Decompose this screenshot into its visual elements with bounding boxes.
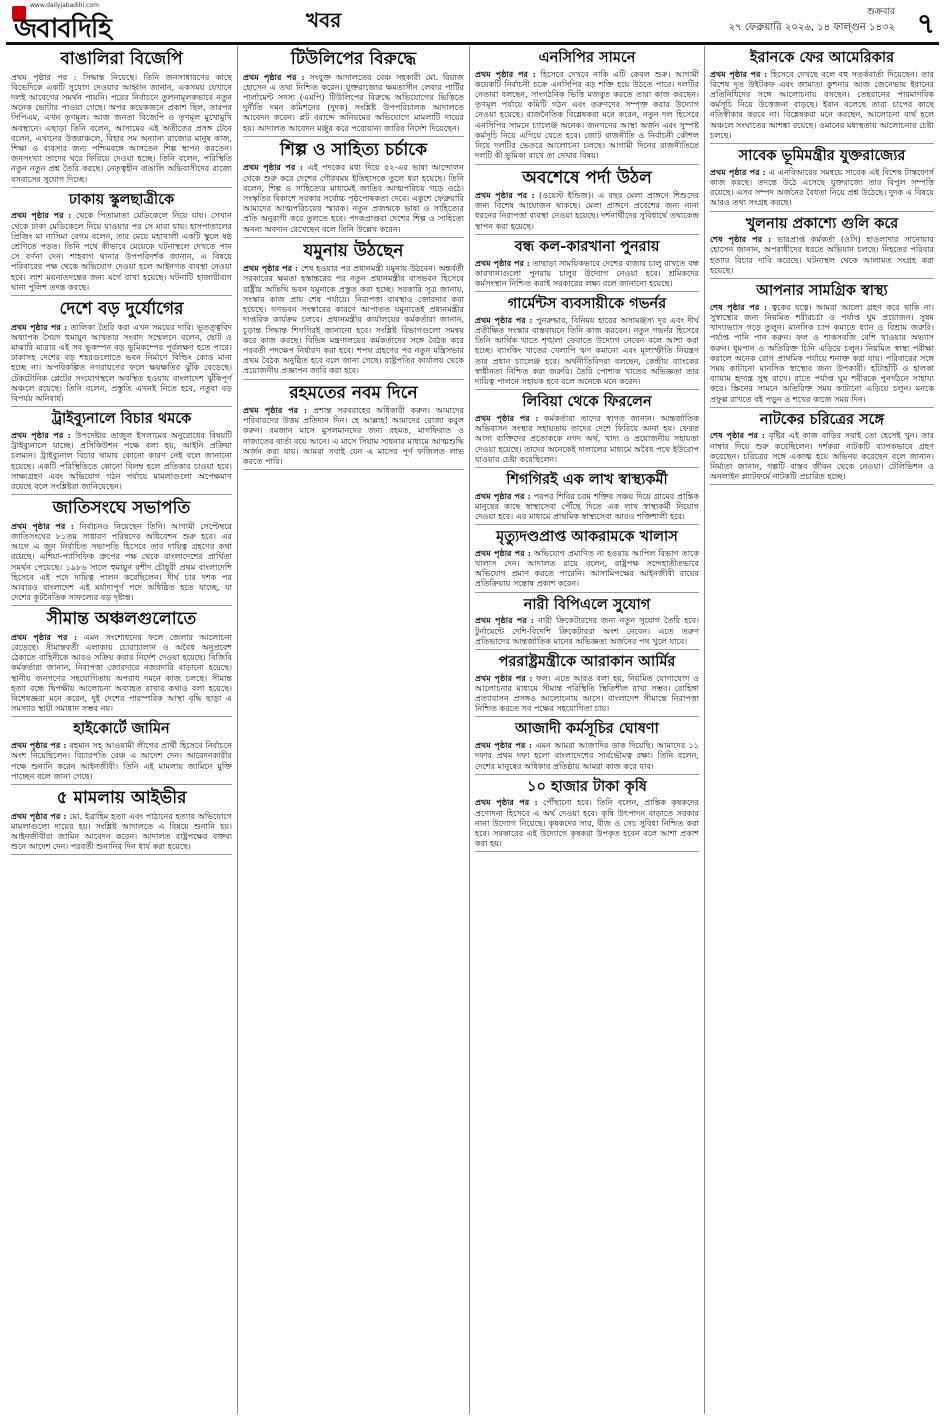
- story-dateline: প্রথম পৃষ্ঠার পর :: [710, 68, 771, 79]
- news-story: [11, 606, 232, 717]
- masthead: [6, 0, 939, 45]
- story-body: [243, 405, 464, 466]
- story-dateline: প্রথম পৃষ্ঠার পর :: [475, 672, 537, 683]
- logo[interactable]: [12, 2, 212, 44]
- story-dateline: প্রথম পৃষ্ঠার পর :: [475, 68, 541, 79]
- story-text: (ওয়েস্ট ইন্ডিজ)। এ বছর মেলা প্রাঙ্গণে শিশুদের জন্য বিশেষ আয়োজন থাকছে। মেলা প্রাঙ্গণে প্রবেশের জন্য নানা ধরনের নিরাপত্তা ব্যবস্থা নেওয়া হয়েছে। দর্শনার্থীদের সুবিধার্থে তথ্যকেন্দ্র স্থাপন করা হয়েছে।: [475, 190, 699, 231]
- story-headline[interactable]: ইরানকে ফের আমেরিকার: [749, 49, 895, 66]
- story-body: [475, 258, 699, 289]
- story-text: এই পদকের মধ্য দিয়ে ৫২-এর ভাষা আন্দোলন থেকে শুরু করে দেশের গৌরবময় ইতিহাসকে তুলে ধরা হয়েছে। তিনি বলেন, শিল্প ও সাহিত্যের মাধ্যমেই জাতির আত্মপরিচয় গড়ে ওঠে। সংস্কৃতির বিকাশে সরকার সর্বোচ্চ পৃষ্ঠপোষকতা দেবে। একুশে ফেব্রুয়ারি আমাদের আত্মপরিচয়ের স্মারক। নতুন প্রজন্মকে ভাষা ও সাহিত্যের প্রতি অনুরাগী করে তুলতে হবে। পদকপ্রাপ্তরা দেশের শিল্প ও সাহিত্যে অনন্য অবদান রেখেছেন বলে তিনি উল্লেখ করেন।: [243, 162, 464, 234]
- story-dateline: প্রথম পৃষ্ঠার পর :: [11, 631, 84, 642]
- story-body: [11, 740, 232, 781]
- story-headline[interactable]: খুলনায় প্রকাশ্যে গুলি করে: [745, 214, 899, 232]
- news-story: [243, 238, 464, 380]
- story-dateline: প্রথম পৃষ্ঠার পর :: [710, 166, 769, 177]
- story-headline[interactable]: দেশে বড় দুর্যোগের: [59, 299, 184, 320]
- news-story: [710, 408, 934, 486]
- story-headline[interactable]: এনসিপির সামনে: [538, 49, 636, 66]
- story-text: ভারপ্রাপ্ত কর্মকর্তা (ওসি) হাওলাদার সানোয়ার হোসেন জানান, অপরাধীদের ধরতে অভিযান চলছে। নিহতের পরিবার হত্যার বিচার দাবি করেছে। ঘটনাস্থল থেকে আলামত সংগ্রহ করা হয়েছে।: [710, 234, 935, 275]
- story-dateline: শেষ পৃষ্ঠার পর :: [710, 301, 772, 312]
- news-story: [710, 212, 934, 279]
- news-story: [475, 165, 699, 235]
- story-text: পুনরুদ্ধার, বিনিময় হারের অসামঞ্জস্য দূর এবং দীর্ঘ প্রতীক্ষিত সংস্কার বাস্তবায়নে তিনি কাজ করবেন। নতুন গভর্নর হিসেবে তিনি আর্থিক খাতে শৃঙ্খলা ফেরাতে উদ্যোগ নেবেন বলে আশা করা হচ্ছে। ব্যাংকিং খাতের খেলাপি ঋণ কমানো এবং মূল্যস্ফীতি নিয়ন্ত্রণ তার প্রধান চ্যালেঞ্জ হবে। অর্থনীতিবিদরা বলছেন, কেন্দ্রীয় ব্যাংকের স্বাধীনতা নিশ্চিত করা জরুরি। তৈরি পোশাক খাতের অভিজ্ঞতা তার দায়িত্ব পালনে সহায়ক হবে বলে অনেকে মনে করেন।: [475, 314, 699, 387]
- story-dateline: প্রথম পৃষ্ঠার পর :: [11, 429, 76, 440]
- story-dateline: প্রথম পৃষ্ঠার পর :: [475, 740, 536, 751]
- news-story: [475, 525, 699, 592]
- story-text: এমন সংশোধনের ফলে জেলার আলোচনা বেড়েছে। সীমান্তবর্তী এলাকায় চোরাচালান ও অবৈধ অনুপ্রবেশ ঠেকাতে বাহিনীকে আরও সক্রিয় করার নির্দেশ দেওয়া হয়েছে। বিজিবি কর্মকর্তারা জানান, নিরাপত্তা জোরদারে নজরদারি বাড়ানো হয়েছে। স্থানীয় জনগণের সহযোগিতায় অপরাধ দমনে কাজ চলছে। সীমান্ত হত্যা বন্ধে দ্বিপক্ষীয় আলোচনা অব্যাহত রাখার কথাও বলা হয়েছে। বিশেষজ্ঞরা মনে করেন, দুই দেশের পারস্পরিক আস্থা বৃদ্ধি ছাড়া এ সমস্যার স্থায়ী সমাধান সম্ভব নয়।: [11, 631, 232, 714]
- column-3: [470, 46, 705, 1414]
- story-headline[interactable]: শিল্প ও সাহিত্য চর্চাকে: [280, 139, 427, 160]
- story-text: পরপর শিবির চরম শক্তির সঞ্চয় দিয়ে গ্রামের প্রান্তিক মানুষের কাছে স্বাস্থ্যসেবা পৌঁছে দিতে এক লাখ স্বাস্থ্যকর্মী নিয়োগ দেওয়া হবে। এর মাধ্যমে প্রাথমিক স্বাস্থ্যসেবা আরও শক্তিশালী হবে।: [475, 490, 699, 521]
- story-body: [475, 615, 699, 646]
- story-headline[interactable]: ১০ হাজার টাকা কৃষি: [527, 777, 647, 795]
- story-text: এ এনবিআরের সমন্বয়ে সাবেক এই বিশেষ টাস্কফোর্স কাজ করছে। তদন্তে উঠে এসেছে যুক্তরাজ্যে তার বিপুল সম্পত্তি রয়েছে। এসব সম্পদ অর্জনের বৈধতা নিয়ে প্রশ্ন উঠেছে। দুদক এ বিষয়ে আরও তথ্য সংগ্রহ করছে।: [710, 166, 934, 208]
- story-body: [11, 322, 232, 404]
- story-headline[interactable]: আপনার সামগ্রিক স্বাস্থ্য: [756, 282, 888, 300]
- story-text: প্রথম পৃষ্ঠার পর : সিদ্ধান্ত নিয়েছে। তিনি জনসাধারণের কাছে বিভেদিকে একটি সুযোগ দেওয়ার আহ্বান জানান, একসময় যেখানে দলই আবেগের সমর্থন পায়নি। পরের নির্বাচনে তুলনামূলকভাবে নতুন অনেক ভোটার পাওয়া গেছে। অপর কয়েকজনে প্রকাশ ছিল, তারপর সিপিএম, এখন তৃণমূল। আজ জনতা বিজেপি ও তৃণমূল মুখোমুখি অবস্থানে। এছাড়া তিনি বলেন, আসামের এই অতীতের প্রসঙ্গ টেনে বলেন, এখানের উত্তরাঞ্চলে, বিহার সম অন্যান্য রাজ্যের মানুষ কাজ, শিক্ষা ও ব্যবসার জন্য পশ্চিমবঙ্গে আসতেন শিল্প স্থাপন করতেন। জনসংখ্যা তাদের ঘরে ফিরিয়ে দেওয়া হচ্ছে। তিনি বলেন, পরিস্থিতি নতুন নতুন প্রশ্ন তৈরি করছে। নেতৃত্বহীন বাঙালি অভিবাসীদের রাজ্যে বসবাসের সুযোগ দিচ্ছে।: [11, 71, 232, 184]
- story-dateline: শেষ পৃষ্ঠার পর :: [710, 234, 778, 245]
- story-body: [243, 162, 464, 233]
- story-text: বৃষ্টির এই কাজ বাড়ির সবাই তো হেসেই খুন। তার নাম্বার দিয়ে শুরু করেছিলেন। দর্শকরা নাটকটি ব্যাপকভাবে গ্রহণ করেছেন। চরিত্রের সঙ্গে একাত্ম হয়ে অভিনয় করেছেন বলে জানান। নির্মাতা জানান, গল্পটি বাস্তব জীবন থেকে নেওয়া। টেলিভিশন ও অনলাইন প্ল্যাটফর্মে নাটকটি প্রচারিত হচ্ছে।: [710, 430, 934, 482]
- news-story: [243, 46, 464, 137]
- weekday: শুক্রবার: [867, 7, 895, 17]
- story-dateline: প্রথম পৃষ্ঠার পর :: [243, 405, 313, 416]
- story-dateline: প্রথম পৃষ্ঠার পর :: [475, 490, 534, 501]
- story-dateline: প্রথম পৃষ্ঠার পর :: [243, 162, 308, 173]
- story-body: [475, 69, 699, 161]
- column-1: [6, 46, 238, 1414]
- news-story: [475, 650, 699, 717]
- story-body: [475, 491, 699, 522]
- story-body: [11, 521, 232, 603]
- story-headline[interactable]: নাটকের চরিত্রের সঙ্গে: [759, 410, 885, 428]
- story-text: উপদেষ্টার তাজুল ইসলামের অনুরোধের বিষয়টি ট্রাইব্যুনালে যাচ্ছে। প্রসিকিউশন পক্ষে বলা হয়, আইনি প্রক্রিয়া চলমান। ট্রাইব্যুনাল বিচার থামার কোনো কারণ নেই বলে জানানো হয়েছে। একটি পরিস্থিতিতে কোনো বিলম্ব হলে প্রতিকার চাওয়া হবে। সাক্ষ্যগ্রহণ এবং অভিযোগ গঠন পর্যায়ে মামলাগুলো অপেক্ষমাণ রয়েছে বলে সংশ্লিষ্টরা জানিয়েছেন।: [11, 429, 232, 491]
- news-story: [11, 785, 232, 855]
- story-dateline: প্রথম পৃষ্ঠার পর :: [11, 740, 70, 751]
- story-headline[interactable]: সীমান্ত অঞ্চলগুলোতে: [46, 609, 197, 630]
- news-story: [243, 380, 464, 471]
- story-body: [710, 302, 934, 404]
- story-headline[interactable]: বন্ধ কল-কারখানা পুনরায়: [514, 237, 660, 255]
- story-text: ফল। এতে আরও বলা হয়, নিয়মিত যোগাযোগ ও আলোচনার মাধ্যমে সীমান্ত পরিস্থিতি স্থিতিশীল রাখা সম্ভব। রোহিঙ্গা প্রত্যাবাসন প্রসঙ্গও আলোচনায় আসে। বাংলাদেশ সীমান্তে নিরাপত্তা নিশ্চিত করতে সব পক্ষের সহযোগিতা চায়।: [475, 672, 699, 714]
- story-text: নারী ক্রিকেটারদের জন্য নতুন সুযোগ তৈরি হবে। টুর্নামেন্টে দেশি-বিদেশি ক্রিকেটাররা অংশ নেবেন। এতে তরুণ প্রতিভাদের আন্তর্জাতিক মানের অভিজ্ঞতা অর্জনের পথ খুলে যাবে।: [475, 615, 699, 646]
- story-text: হিসেবে দেখবে নাকি এটি কেবল শুরু। আগামী কয়েকটি নির্বাচনী চক্রে এনসিপির বড় শক্তি হয়ে উঠতে পারে। দলটির নেতারা বলছেন, সাংগঠনিক ভিত্তি মজবুত করতে তারা কাজ করছেন। তৃণমূল পর্যায়ে কমিটি গঠন এবং তরুণদের সম্পৃক্ত করার উদ্যোগ নেওয়া হয়েছে। রাজনৈতিক বিশ্লেষকরা মনে করেন, নতুন দল হিসেবে এনসিপির সামনে চ্যালেঞ্জ অনেক। জনগণের আস্থা অর্জন এবং সুস্পষ্ট কর্মসূচি নিয়ে এগিয়ে যেতে হবে। জোট রাজনীতি ও নির্বাচনী কৌশল নিয়ে দলটির ভেতরে আলোচনা চলছে। আগামী দিনের রাজনীতিতে দলটি কী ভূমিকা রাখে তা দেখার বিষয়।: [475, 68, 699, 161]
- news-story: [11, 407, 232, 495]
- story-body: [11, 210, 232, 292]
- story-headline[interactable]: ৫ মামলায় আইভীর: [56, 787, 187, 808]
- story-dateline: প্রথম পৃষ্ঠার পর :: [475, 547, 534, 558]
- story-body: [475, 740, 699, 771]
- story-headline[interactable]: ট্রাইব্যুনালে বিচার থমকে: [51, 410, 192, 428]
- story-text: হিসেবে দেখছে বলে বহু সতর্কবার্তা দিয়েছেন। তার বিশেষ দূত উইটকফ এবং জামাতা কুশনার আজ জেনেভায় ইরানের প্রতিনিধিদের সঙ্গে আলোচনায় বসছেন। তেহরানের পারমাণবিক কর্মসূচি নিয়ে উত্তেজনা বাড়ছে। ইরান বলেছে তারা চাপের কাছে নতিস্বীকার করবে না। বিশ্লেষকরা মনে করছেন, আলোচনা ব্যর্থ হলে অঞ্চলে সংঘাতের আশঙ্কা রয়েছে। ওমানের মধ্যস্থতায় আলোচনার চেষ্টা চলছে।: [710, 68, 934, 140]
- story-headline[interactable]: টিউলিপের বিরুদ্ধে: [290, 49, 417, 69]
- story-body: [710, 167, 934, 208]
- story-text: শেষ হওয়ার পর প্রধানমন্ত্রী যমুনায় উঠবেন। অন্তর্বর্তী সরকারের ক্ষমতা হস্তান্তরের পর নতুন প্রধানমন্ত্রীর বাসভবন হিসেবে রাষ্ট্রীয় অতিথি ভবন যমুনাকে প্রস্তুত করা হচ্ছে। সরকারি সূত্র জানায়, সংস্কার কাজ প্রায় শেষ পর্যায়ে। নিরাপত্তা ব্যবস্থাও জোরদার করা হয়েছে। গণভবন সংস্কারের কারণে আপাতত যমুনাতেই প্রধানমন্ত্রীর দাপ্তরিক কার্যক্রম চলবে। প্রধানমন্ত্রীর কার্যালয়ের কর্মকর্তারা জানান, চূড়ান্ত সিদ্ধান্ত শিগগিরই জানানো হবে। সংশ্লিষ্ট বিভাগগুলো সমন্বয় করে কাজ করছে। বিভিন্ন মন্ত্রণালয়ের কর্মকর্তাদের সঙ্গে বৈঠক করে পরবর্তী পদক্ষেপ নির্ধারণ করা হবে। শপথ গ্রহণের পর নতুন মন্ত্রিসভার প্রথম বৈঠক অনুষ্ঠিত হবে বলে জানা গেছে। রাষ্ট্রপতির কার্যালয় থেকে প্রয়োজনীয় প্রজ্ঞাপন জারি করা হবে।: [243, 263, 464, 376]
- news-story: [710, 46, 934, 144]
- dateline: [729, 4, 895, 36]
- story-dateline: শেষ পৃষ্ঠার পর :: [710, 430, 769, 441]
- section-title: খবর: [306, 8, 342, 32]
- story-headline[interactable]: লিবিয়া থেকে ফিরলেন: [522, 393, 652, 411]
- news-story: [475, 468, 699, 525]
- story-headline[interactable]: গার্মেন্টস ব্যবসায়ীকে গভর্নর: [507, 295, 667, 313]
- story-body: [11, 72, 232, 184]
- news-story: [11, 46, 232, 188]
- story-headline[interactable]: ঢাকায় স্কুলছাত্রীকে: [68, 190, 175, 208]
- story-dateline: প্রথম পৃষ্ঠার পর :: [475, 190, 539, 201]
- story-dateline: প্রথম পৃষ্ঠার পর :: [475, 615, 539, 626]
- story-body: [710, 234, 934, 275]
- story-headline[interactable]: অবশেষে পর্দা উঠল: [522, 167, 652, 188]
- story-body: [475, 797, 699, 848]
- story-text: এমন আমরা আজাদির ডাক দিয়েছি। আমাদের ১১ দফার প্রথম দফা হলো বাংলাদেশের সার্বভৌমত্ব রক্ষা। তিনি বলেন, দেশের মানুষের অধিকার প্রতিষ্ঠায় আমরা কাজ করে যাব।: [475, 740, 699, 771]
- story-body: [475, 315, 699, 386]
- logo-text: জবাবদিহি: [14, 14, 111, 44]
- story-text: নির্বাচনও নিয়েছেন তিনি। আগামী সেপ্টেম্বরে জাতিসংঘের ৮১তম সাধারণ পরিষদের অধিবেশন শুরু হবে। এর আগে এ জুন নির্বাচিত সভাপতি হিসেবে তার দায়িত্ব গ্রহণের কথা রয়েছে। এশিয়া-প্যাসিফিক গ্রুপের পক্ষ থেকে বাংলাদেশের প্রার্থিতা সমর্থন পেয়েছে। ১৯৮৬ সালে হুমায়ুন রশীদ চৌধুরী প্রথম বাংলাদেশি হিসেবে এই পদে দায়িত্ব পালন করেছিলেন। দীর্ঘ চার দশক পর আবারও বাংলাদেশ এই মর্যাদাপূর্ণ পদে অধিষ্ঠিত হতে যাচ্ছে, যা দেশের কূটনৈতিক সাফল্যের বড় দৃষ্টান্ত।: [11, 520, 232, 603]
- story-dateline: প্রথম পৃষ্ঠার পর :: [475, 257, 533, 268]
- story-text: তাছাড়া সাময়িকভাবে দেশের বাজার চালু রাখতে বন্ধ কারখানাগুলো পুনরায় চালুর উদ্যোগ নেওয়া হবে। শ্রমিকদের কর্মসংস্থান নিশ্চিত করাই সরকারের লক্ষ্য বলে জানানো হয়েছে।: [475, 257, 699, 288]
- story-headline[interactable]: মৃত্যুদণ্ডপ্রাপ্ত আকরামকে খালাস: [496, 528, 678, 546]
- story-headline[interactable]: আজাদী কর্মসূচির ঘোষণা: [515, 720, 659, 738]
- story-text: সংযুক্ত আদালতের বেঞ্চ সহকারী মো. রিয়াজ হোসেন এ তথ্য নিশ্চিত করেন। যুক্তরাজ্যের ক্ষমতাসীন লেবার পার্টির পার্লামেন্ট সদস্য (এমপি) টিউলিপের বিরুদ্ধে অভিযোগের ভিত্তিতে দুর্নীতি দমন কমিশনের (দুদক) সংশ্লিষ্ট উপপরিচালক আদালতে আবেদন করেন। প্লট বরাদ্দে অনিয়মের অভিযোগে মামলাটি দায়ের হয়। আদালত আবেদন মঞ্জুর করে পরোয়ানা জারির নির্দেশ দিয়েছেন।: [243, 71, 464, 133]
- news-story: [11, 296, 232, 407]
- story-text: মো. ইব্রাহিম হত্যা এবং পাঠানের হত্যার অভিযোগে মামলাগুলো দায়ের হয়। সংশ্লিষ্ট আদালতে এ বিষয়ে শুনানি হয়। আইনজীবীরা জামিন আবেদন করেন। আদালত রাষ্ট্রপক্ষের বক্তব্য শুনে আদেশ দেন। পরবর্তী শুনানির দিন ধার্য করা হয়েছে।: [11, 810, 232, 852]
- story-dateline: প্রথম পৃষ্ঠার পর :: [11, 321, 71, 332]
- story-text: প্রশান্ত সরবরাহের অধিকারী করুন। আমাদের পরিবারদের উত্তম প্রতিদান দিন। হে আল্লাহ! আমাদের রোজা কবুল করুন। রমজান মাসে মুসলমানদের জন্য রহমত, মাগফিরাত ও নাজাতের বার্তা বয়ে আনে। এ মাসে সিয়াম সাধনার মাধ্যমে আত্মশুদ্ধি অর্জন করা যায়। আমরা সবাই যেন এ মাসের পূর্ণ ফজিলত লাভ করতে পারি।: [243, 405, 464, 467]
- news-story: [475, 717, 699, 774]
- story-headline[interactable]: পররাষ্ট্রমন্ত্রীকে আরাকান আর্মির: [498, 652, 676, 670]
- story-headline[interactable]: বাঙালিরা বিজেপি: [60, 49, 183, 69]
- news-story: [710, 279, 934, 408]
- story-body: [11, 632, 232, 714]
- story-headline[interactable]: সাবেক ভূমিমন্ত্রীর যুক্তরাজ্যের: [738, 147, 906, 165]
- news-story: [475, 235, 699, 292]
- column-2: [238, 46, 470, 1414]
- story-text: পৌঁছানো হবে। তিনি বলেন, প্রান্তিক কৃষকদের প্রণোদনা হিসেবে এ অর্থ দেওয়া হবে। কৃষি উৎপাদন বাড়াতে সরকার নানা উদ্যোগ নিয়েছে। কৃষকদের সার, বীজ ও সেচ সুবিধা নিশ্চিত করা হবে। সরকারের এই উদ্যোগে কৃষকরা উপকৃত হবেন বলে আশা প্রকাশ করা হয়।: [475, 797, 699, 849]
- story-headline[interactable]: জাতিসংঘে সভাপতি: [52, 498, 191, 519]
- story-dateline: প্রথম পৃষ্ঠার পর :: [11, 810, 70, 821]
- news-story: [475, 775, 699, 853]
- news-story: [243, 137, 464, 238]
- story-headline[interactable]: নারী বিপিএলে সুযোগ: [523, 595, 651, 613]
- news-story: [11, 717, 232, 784]
- story-body: [243, 263, 464, 375]
- column-4: [705, 46, 939, 1414]
- story-headline[interactable]: যমুনায় উঠছেন: [303, 240, 404, 261]
- story-body: [710, 430, 934, 481]
- date: ২৭ ফেব্রুয়ারি ২০২৬, ১৪ ফাল্গুন ১৪৩২: [728, 22, 895, 33]
- logo-url: www.dailyjabadihi.com: [30, 2, 99, 9]
- story-headline[interactable]: হাইকোর্টে জামিন: [73, 720, 170, 738]
- story-dateline: প্রথম পৃষ্ঠার পর :: [11, 210, 76, 221]
- page-number: ৭: [916, 7, 935, 40]
- story-body: [475, 548, 699, 589]
- story-text: থেকে পিতামাতা মেডিকেলে নিয়ে যায়। সেখান থেকে ঢাকা মেডিকেলে নিয়ে যাওয়ার পর সে মারা যায়। হাসপাতালের প্রিজিং মা নাসিমা বেগম বলেন, তার মেয়ে মহাখালী একটি স্কুলে ষষ্ঠ শ্রেণিতে পড়ত। তিনি পথে কীভাবে মেয়েকে ঘটনাস্থলে দেখতে পান সে বর্ণনা দেন। শাহবাগ থানার উপপরিদর্শক জানান, এ বিষয়ে পরিবারের পক্ষ থেকে অভিযোগ দেওয়া হলে আইনগত ব্যবস্থা নেওয়া হবে। লাশ ময়নাতদন্তের জন্য মর্গে রাখা হয়েছে। ঘটনাটি হাজারীবাগ থানা পুলিশ তদন্ত করছে।: [11, 210, 232, 292]
- news-story: [475, 390, 699, 468]
- story-headline[interactable]: শিগগিরই এক লাখ স্বাস্থ্যকর্মী: [506, 470, 668, 488]
- story-dateline: প্রথম পৃষ্ঠার পর :: [475, 314, 537, 325]
- story-dateline: প্রথম পৃষ্ঠার পর :: [243, 263, 301, 274]
- story-text: ত্বকের যত্নে। আমরা আলো গ্রহণ করে থাকি না। সুস্বাস্থ্যের জন্য নিয়মিত শরীরচর্চা ও পর্যাপ্ত ঘুম প্রয়োজন। সুষম খাদ্যাভ্যাস গড়ে তুলুন। মানসিক চাপ কমাতে ধ্যান ও বিশ্রাম জরুরি। পর্যাপ্ত পানি পান করুন। ফল ও শাকসবজি বেশি খাওয়ার অভ্যাস করুন। ধূমপান ও অতিরিক্ত চিনি এড়িয়ে চলুন। নিয়মিত স্বাস্থ্য পরীক্ষা করালে অনেক রোগ প্রাথমিক পর্যায়ে শনাক্ত করা যায়। পরিবারের সঙ্গে সময় কাটানো মানসিক স্বাস্থ্যের জন্য উপকারী। হাঁটাহাঁটি ও হালকা ব্যায়াম হৃদ্যন্ত্র সুস্থ রাখে। রাতে পর্যাপ্ত ঘুম শরীরকে পুনর্গঠনে সাহায্য করে। স্ক্রিনের সামনে অতিরিক্ত সময় কাটানো এড়িয়ে চলুন। মনকে প্রফুল্ল রাখতে বই পড়ুন ও শখের কাজে সময় দিন।: [710, 301, 934, 404]
- news-story: [11, 188, 232, 296]
- story-text: তালিকা তৈরি করা এখন সময়ের দাবি। ভূতত্ত্ববিদ অধ্যাপক সৈয়দ হুমায়ুন আখতার সংবাদ সম্মেলনে বলেন, ছোট ও মাঝারি মাত্রার এই সব ভূকম্পন বড় ভূমিকম্পের পূর্বলক্ষণ হতে পারে। ঢাকাসহ দেশের বড় শহরগুলোতে ভবন নির্মাণে বিল্ডিং কোড মানা হচ্ছে না। অপরিকল্পিত নগরায়ণের ফলে ক্ষয়ক্ষতির ঝুঁকি বেড়েছে। টেকটোনিক প্লেটের সংযোগস্থলে অবস্থিত হওয়ায় বাংলাদেশ ঝুঁকিপূর্ণ অঞ্চলে রয়েছে। তিনি বলেন, প্রস্তুতি এখনই নিতে হবে, নতুবা বড় বিপর্যয় অনিবার্য।: [11, 321, 232, 404]
- story-body: [710, 69, 934, 140]
- story-text: রহমান সহ আওয়ামী লীগের প্রার্থী হিসেবে নির্বাচনে অংশ নিয়েছিলেন। বিচারপতি বেঞ্চ এ আদেশ দেন। আবেদনকারীর পক্ষে শুনানি করেন আইনজীবী। তিনি এই মামলায় জামিনে মুক্তি পাচ্ছেন বলে জানা গেছে।: [11, 740, 232, 781]
- story-dateline: প্রথম পৃষ্ঠার পর :: [475, 412, 545, 423]
- news-story: [475, 46, 699, 165]
- story-body: [475, 413, 699, 464]
- story-dateline: প্রথম পৃষ্ঠার পর :: [475, 797, 543, 808]
- news-story: [11, 495, 232, 606]
- story-dateline: প্রথম পৃষ্ঠার পর :: [11, 520, 80, 531]
- story-body: [243, 72, 464, 133]
- news-story: [710, 144, 934, 211]
- news-story: [475, 292, 699, 390]
- story-body: [11, 430, 232, 491]
- news-story: [475, 593, 699, 650]
- story-dateline: প্রথম পৃষ্ঠার পর :: [243, 71, 310, 82]
- story-body: [475, 190, 699, 231]
- story-text: অভিযোগ প্রমাণিত না হওয়ায় আপিল বিভাগ তাকে খালাস দেন। আদালত রায়ে বলেন, রাষ্ট্রপক্ষ সন্দেহাতীতভাবে অভিযোগ প্রমাণ করতে পারেনি। আসামিপক্ষের আইনজীবী রায়ের প্রতিক্রিয়ায় সন্তোষ প্রকাশ করেন।: [475, 547, 699, 589]
- story-body: [11, 811, 232, 852]
- story-body: [475, 673, 699, 714]
- story-text: কর্মকর্তারা তাদের স্বাগত জানান। আন্তর্জাতিক অভিবাসন সংস্থার সহায়তায় তাদের দেশে ফিরিয়ে আনা হয়। ফেরত আসা ব্যক্তিদের প্রত্যেককে নগদ অর্থ, খাদ্য ও প্রয়োজনীয় সহায়তা দেওয়া হয়েছে। তাদের অনেকেই দালালের মাধ্যমে অবৈধ পথে ইউরোপ যাওয়ার চেষ্টা করেছিলেন।: [475, 412, 699, 464]
- story-headline[interactable]: রহমতের নবম দিনে: [289, 382, 418, 403]
